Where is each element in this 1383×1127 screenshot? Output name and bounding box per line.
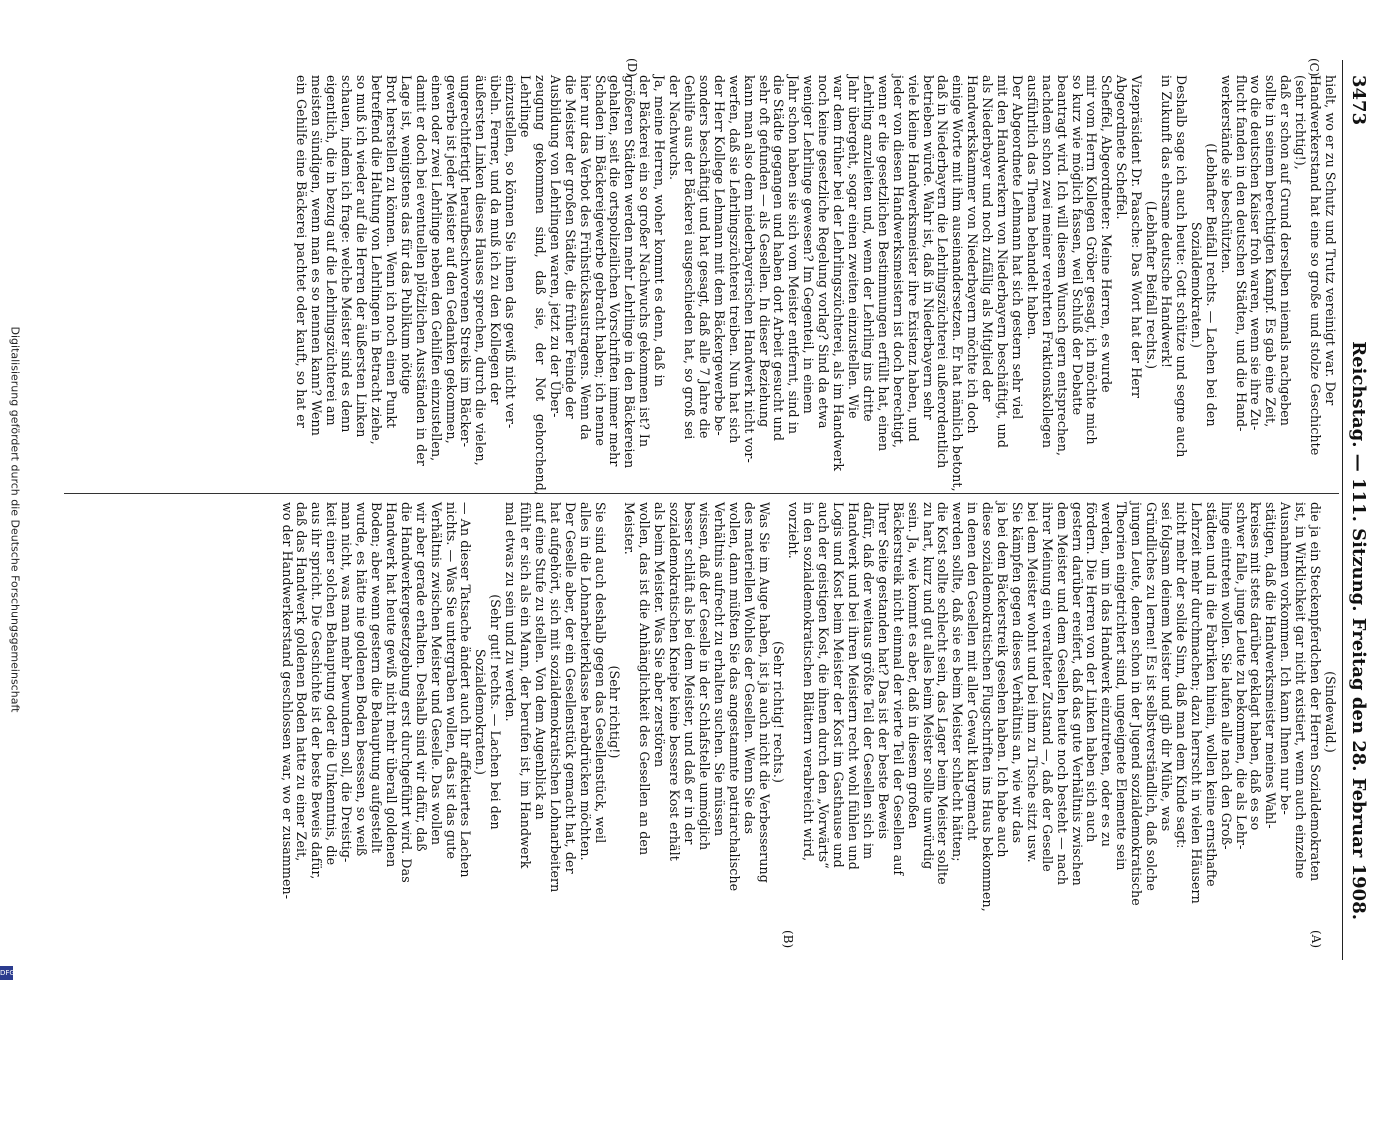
text-line: (Sehr richtig! rechts.) [771,641,787,783]
text-line: ein Gehilfe eine Bäckerei pachtet oder kauft, so hat er [294,75,310,428]
text-line: nichts. — Was Sie untergraben wollen, das ist das gute [443,502,459,860]
text-line: Jahr übergeht, sogar einen zweiten einzustellen. Wie [846,75,861,419]
text-line: sollte in seinem berechtigten Kampf. Es gab eine Zeit, [1263,75,1279,428]
text-line: beantragt wird. Ich will diesem Wunsch gern entsprechen, [1054,75,1070,457]
text-line: Brot herstellen zu können. Wenn ich noch einen Punkt [383,75,399,429]
text-line: kreises mit stets darüber geklagt haben, daß es so [1248,502,1264,831]
text-line: weniger Lehrlinge gewesen? Im Gegenteil, in einem [801,75,817,414]
text-line: (Sehr gut! rechts. — Lachen bei den [488,594,504,830]
text-line: jeder von diesen Handwerksmeistern ist doch berechtigt, [890,75,906,449]
text-line: so muß ich wieder auf die Herren der äußersten Linken [354,75,370,438]
page-header [1343,0,1383,1000]
text-line: ungerechtfertigt heraufbeschworenen Streiks im Bäcker- [458,75,474,448]
text-line: werfen, daß sie Lehrlingszüchterei treiben. Nun hat sich [726,75,742,444]
text-line: mit den Handwerkern von Niederbayern beschäftigt, und [995,75,1011,449]
text-line: werkerstände sie beschützten. [1218,75,1234,274]
text-line: Scheffel, Abgeordneter: Meine Herren, es wurde [1099,75,1115,393]
text-line: Sozialdemokraten.) [1188,222,1204,348]
text-line: als beim Meister. Was Sie aber zerstören [652,502,668,768]
text-line: Lehrzeit mehr durchmachen; dazu herrscht in vielen Häusern [1188,502,1204,904]
text-line: Bäckerstreik nicht einmal der vierte Teil der Gesellen auf [890,502,906,876]
text-line: die Meister der großen Städte, die früher Feinde der [562,75,578,419]
text-line: Sie kämpfen gegen dieses Verhältnis an, wie wir das [1009,502,1025,844]
text-line: einzustellen, so können Sie ihnen das gewiß nicht ver- [503,75,519,429]
text-line: die Kost sollte schlecht sein, das Lager beim Meister sollte [935,502,951,885]
text-line: ausführlich das Thema behandelt haben. [1024,75,1040,340]
text-line: — An dieser Tatsache ändert auch Ihr affektiertes Lachen [458,502,474,878]
text-line: noch keine gesetzliche Regelung vorlag? Sind da etwa [816,75,832,429]
margin-marker-b: (B) [781,930,795,949]
text-line: Handwerkerstand hat eine so große und stolze Geschichte [1308,75,1324,456]
text-line: sehr oft gefunden — als Gesellen. In dieser Beziehung [756,75,772,428]
text-line: alles in die Lohnarbeiterklasse herabdrücken möchten. [577,502,593,861]
text-line: Gehilfe aus der Bäckerei ausgeschieden hat, so groß sei [682,75,698,440]
text-line: in Zukunft das ehrsame deutsche Handwerk! [1159,75,1175,369]
text-line: Der Abgeordnete Lehmann hat sich gestern sehr viel [1009,75,1025,420]
text-line: dafür, daß der weitaus größte Teil der Gesellen sich im [860,502,876,860]
text-line: Lage ist, wenigstens das für das Publikum nötige [398,75,414,395]
text-line: ja bei dem Bäckerstreik gesehen haben. Ich habe auch [995,502,1011,858]
text-line: gehalten, seit die ortspolizeilichen Vorschriften immer mehr [607,75,623,467]
text-line: linge eintreten wollen. Sie laufen alle nach den Groß- [1218,502,1234,850]
text-line: die ja ein Steckenpferdchen der Herren Sozialdemokraten [1308,502,1324,882]
text-line: Ja, meine Herren, woher kommt es denn, daß in [652,75,668,387]
text-line: Vizepräsident Dr. Paasche: Das Wort hat der Herr [1129,75,1145,399]
text-line: wurde, es hätte nie goldenen Boden besessen, so weiß [354,502,370,857]
text-line: übeln. Ferner, und da muß ich zu den Kollegen der [488,75,504,405]
text-line: hielt, wo er zu Schutz und Trutz vereinigt war. Der [1323,75,1338,406]
text-line: stätigen, daß die Handwerksmeister meines Wahl- [1263,502,1279,829]
text-line: die Handwerkergesetzgebung erst durchgeführt wird. Das [398,502,414,883]
text-line: sei folgsam deinem Meister und gib dir Mühe, was [1159,502,1175,832]
text-line: eigentlich, die in bezug auf die Lehrlingszüchterei am [324,75,340,426]
text-line: Abgeordnete Scheffel. [1114,75,1130,220]
text-line: der Nachwuchs. [667,75,683,181]
text-line: flucht fanden in den deutschen Städten, und die Hand- [1233,75,1249,432]
text-line: Was Sie im Auge haben, ist ja auch nicht die Verbesserung [756,502,772,883]
text-line: Verhältnis zwischen Meister und Geselle. Das wollen [428,502,444,846]
text-column-left [294,75,1337,495]
text-line: Theorien eingetrichtert sind, ungeeignete Elemente sein [1114,502,1130,871]
text-line: keit einer solchen Behauptung oder die Unkenntnis, die [324,502,340,866]
text-line: man nicht, was man mehr bewundern soll, die Dreistig- [339,502,355,863]
text-line: schwer falle, junge Leute zu bekommen, die als Lehr- [1233,502,1249,850]
text-line: sein. Ja, wie kommt es aber, daß in diesem großen [905,502,921,829]
text-line: hat aufgehört, sich mit sozialdemokratischen Lohnarbeitern [547,502,563,893]
text-line: daß er schon auf Grund derselben niemals nachgeben [1278,75,1294,427]
text-line: Handwerkskammer von Niederbayern möchte ich doch [965,75,981,434]
text-line: Der Geselle aber, der ein Gesellenstück gemacht hat, der [562,502,578,874]
header-rule [1342,60,1343,960]
dfg-logo: DFG [0,966,13,980]
text-line: Verhältnis aufrecht zu erhalten suchen. Sie müssen [711,502,727,837]
text-line: (Sehr richtig!) [607,665,623,759]
text-line: Meister. [622,502,638,555]
text-line: städten und in die Fabriken hinein, wollen keine ernsthafte [1203,502,1219,887]
text-line: äußersten Linken dieses Hauses sprechen, durch die vielen, [473,75,489,466]
text-line: als Niederbayer und noch zufällig als Mitglied der [980,75,996,402]
text-line: besser schläft als bei dem Meister, und daß er in der [682,502,698,845]
text-line: damit er doch bei eventuellen plötzlichen Ausständen in der [413,75,429,466]
digitization-credit: Digitalisierung gefördert durch die Deutsche Forschungsgemeinschaft [8,326,22,713]
text-line: dem Meister und dem Gesellen heute noch besteht — nach [1054,502,1070,886]
text-line: Deshalb sage ich auch heute: Gott schütze und segne auch [1173,75,1189,458]
text-line: Sie sind auch deshalb gegen das Gesellenstück, weil [592,502,608,844]
text-line: betrieben würde. Wahr ist, daß in Niederbayern sehr [920,75,936,420]
text-column-right [279,502,1337,922]
text-line: in denen den Gesellen mit aller Gewalt klargemacht [965,502,981,841]
text-line: (Sindewald.) [1323,671,1338,753]
text-line: die Städte gegangen und haben dort Arbeit gesucht und [771,75,787,442]
text-line: fördern. Die Herren von der Linken haben sich auch [1084,502,1100,843]
text-line: der Herr Kollege Lehmann mit dem Bäckergewerbe be- [711,75,727,436]
text-line: mal etwas zu sein und zu werden. [503,502,519,722]
text-line: einige Worte mit ihm auseinandersetzen. Er hat nämlich betont, [950,75,966,492]
text-line: schauen, indem ich frage: welche Meister sind es denn [339,75,355,433]
text-line: (Lebhafter Beifall rechts.) [1144,200,1160,370]
text-line: diese sozialdemokratischen Flugschriften ins Haus bekommen, [980,502,996,912]
text-line: werden, um in das Handwerk einzutreten, oder es zu [1099,502,1115,847]
text-line: wenn er die gesetzlichen Bestimmungen erfüllt hat, einen [875,75,891,452]
text-line: bei dem Meister wohnt und bei ihm zu Tische sitzt usw. [1024,502,1040,863]
text-line: sozialdemokratischen Kneipe keine bessere Kost erhält [667,502,683,861]
text-line: betreffend die Haltung von Lehrlingen in Betracht ziehe, [369,75,384,445]
column-divider [64,493,1339,494]
text-line: hier nur das Verbot des Frühstücksaustragens. Wenn da [577,75,593,440]
text-line: zeugung gekommen sind, daß sie, der Not gehorchend, Lehrlinge [518,75,548,495]
text-line: sonders beschäftigt und hat gesagt, daß alle 7 Jahre die [696,75,712,439]
text-line: wir aber gerade erhalten. Deshalb sind wir dafür, daß [413,502,429,852]
text-line: ist, in Wirklichkeit gar nicht existiert, wenn auch einzelne [1293,502,1309,879]
text-line: Ausbildung von Lehrlingen waren, jetzt zu der Über- [547,75,563,418]
text-line: werden sollte, daß sie es beim Meister schlecht hätten; [950,502,966,862]
text-line: daß in Niederbayern die Lehrlingszüchterei außerordentlich [935,75,951,469]
text-line: gestern darüber ereifert, daß das gute Verhältnis zwischen [1069,502,1085,886]
text-line: kann man also dem niederbayerischen Handwerk nicht vor- [741,75,757,463]
text-line: (sehr richtig!), [1293,75,1309,170]
text-line: war dem früher bei der Lehrlingszüchterei, als im Handwerk [831,75,847,472]
text-line: Boden; aber wenn gestern die Behauptung aufgestellt [369,502,384,854]
text-line: Handwerk hat heute gewiß nicht mehr überall goldenen [383,502,399,868]
text-line: Ausnahmen vorkommen. Ich kann Ihnen nur be- [1278,502,1294,815]
running-title: Reichstag. — 111. Sitzung. Freitag den 28. Februar 1908. [1348,341,1369,920]
text-line: Ihrer Seite gestanden hat? Das ist der beste Beweis [875,502,891,840]
text-line: einen oder zwei Lehrlinge neben den Gehilfen einzustellen, [428,75,444,462]
text-line: vorzieht. [786,502,802,559]
text-line: des materiellen Wohles der Gesellen. Wenn Sie das [741,502,757,835]
text-line: Lehrling anzuleiten und, wenn der Lehrling ins dritte [860,75,876,422]
text-line: (Lebhafter Beifall rechts. — Lachen bei den [1203,143,1219,427]
text-line: gewerbe ist jeder Meister auf den Gedanken gekommen, [443,75,459,444]
text-line: ihrer Meinung ein veralteter Zustand —, daß der Geselle [1039,502,1055,872]
text-line: jungen Leute, denen schon in der Jugend sozialdemokratische [1129,502,1145,906]
text-line: mir vom Herrn Kollegen Gröber gesagt, ich möchte mich [1084,75,1100,445]
text-line: wissen, daß der Geselle in der Schlafstelle unmöglich [696,502,712,851]
text-line: wo der Handwerkerstand geschlossen war, wo er zusammen- [279,502,295,900]
text-line: auch der geistigen Kost, die ihnen durch den „Vorwärts“ [816,502,832,869]
text-line: zu hart, kurz und gut alles beim Meister sollte unwürdig [920,502,936,870]
text-line: Logis und Kost beim Meister der Kost im Gasthause und [831,502,847,868]
text-line: Handwerk und bei ihren Meistern recht wohl fühlen und [846,502,861,870]
margin-marker-a: (A) [1309,930,1323,949]
text-line: daß das Handwerk goldenen Boden hatte zu einer Zeit, [294,502,310,862]
text-line: Jahr schon haben sie sich vom Meister entfernt, sind in [786,75,802,435]
text-line: wollen, dann müßten Sie das angestammte patriarchalische [726,502,742,892]
text-line: viele kleine Handwerksmeister ihre Existenz haben, und [905,75,921,442]
text-line: Schaden im Bäckereigewerbe gebracht haben; ich nenne [592,75,608,447]
text-line: in den sozialdemokratischen Blättern verabreicht wird, [801,502,817,862]
text-line: so kurz wie möglich fassen, weil Schluß der Debatte [1069,75,1085,416]
text-line: wo die deutschen Kaiser froh waren, wenn sie ihre Zu- [1248,75,1264,431]
text-line: nachdem schon zwei meiner verehrten Fraktionskollegen [1039,75,1055,449]
text-line: wollen, das ist die Anhänglichkeit des Gesellen an den [637,502,653,856]
margin-marker-d: (D) [625,58,639,77]
text-line: nicht mehr der solide Sinn, daß man dem Kinde sagt: [1173,502,1189,849]
margin-marker-c: (C) [1307,58,1321,77]
text-line: der Bäckerei ein so großer Nachwuchs gekommen ist? In [637,75,653,448]
text-line: aus ihr spricht. Die Geschichte ist der beste Beweis dafür, [309,502,325,880]
page-number: 3473 [1348,75,1369,126]
text-line: größeren Städten werden mehr Lehrlinge in den Bäckereien [622,75,638,469]
text-line: auf eine Stufe zu stellen. Von dem Augenblick an [532,502,548,820]
text-line: Sozialdemokraten.) [473,649,489,775]
text-line: Gründliches zu lernen! Es ist selbstverständlich, daß solche [1144,502,1160,891]
text-line: meisten sündigen, wenn man es so nennen kann? Wenn [309,75,325,436]
text-line: fühlt er sich als ein Mann, der berufen ist, im Handwerk [518,502,534,869]
